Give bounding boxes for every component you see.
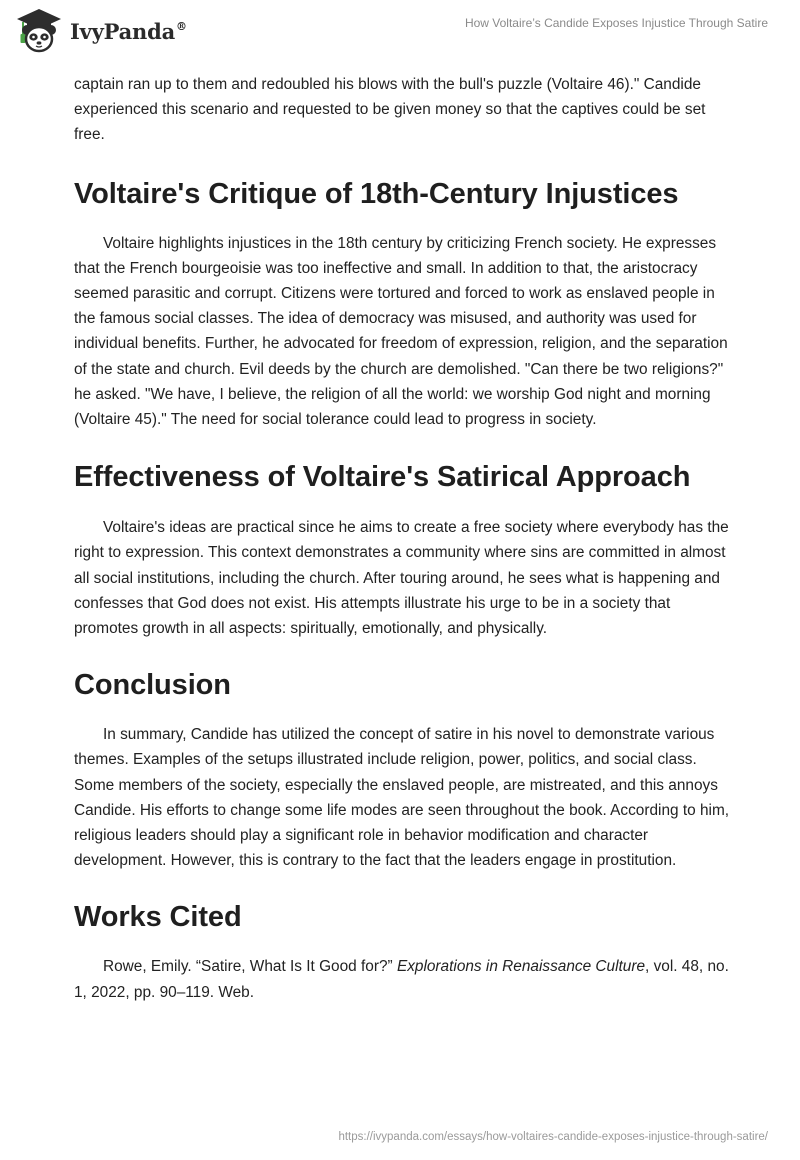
heading-critique: Voltaire's Critique of 18th-Century Injustices <box>74 177 679 210</box>
citation-journal: Explorations in Renaissance Culture <box>396 958 646 976</box>
heading-conclusion: Conclusion <box>74 669 231 702</box>
intro-paragraph: captain ran up to them and redoubled his blows with the bull's puzzle (Voltaire 46)." Candide experienced this scenario and requested to be given money so that the captives could be set free. <box>74 76 706 144</box>
paragraph-critique: Voltaire highlights injustices in the 18th century by criticizing French society. He expresses that the French bourgeoisie was too ineffective and small. In addition to that, the aristocracy seemed parasitic and corrupt. Citizens were tortured and forced to work as enslaved people in the famous social classes. The idea of democracy was misused, and authority was used for individual benefits. Further, he advocated for freedom of expression, religion, and the separation of the state and church. Evil deeds by the church are demolished. "Can there be two religions?" he asked. "We have, I believe, the religion of all the world: we worship God night and morning (Voltaire 45)." The need for social tolerance could lead to progress in society. <box>74 234 728 429</box>
heading-effectiveness: Effectiveness of Voltaire's Satirical Approach <box>74 461 691 494</box>
paragraph-conclusion: In summary, Candide has utilized the concept of satire in his novel to demonstrate various themes. Examples of the setups illustrated include religion, power, politics, and social class. Some members of the society, especially the enslaved people, are mistreated, and this annoys Candide. His efforts to change some life modes are seen throughout the book. According to him, religious leaders should play a significant role in behavior modification and character development. However, this is contrary to the fact that the leaders engage in prostitution. <box>74 726 730 870</box>
page-header <box>0 0 800 70</box>
document-title: How Voltaire’s Candide Exposes Injustice Through Satire <box>464 16 768 30</box>
source-url-link[interactable]: https://ivypanda.com/essays/how-voltaires-candide-exposes-injustice-through-satire/ <box>338 1131 768 1143</box>
essay-body <box>74 72 734 1005</box>
citation-entry <box>74 954 734 1004</box>
paragraph-effectiveness: Voltaire's ideas are practical since he aims to create a free society where everybody has the right to expression. This context demonstrates a community where sins are committed in almost all social institutions, including the church. After touring around, he sees what is happening and confesses that God does not exist. His attempts illustrate his urge to be in a society that promotes growth in all aspects: spiritually, emotionally, and physically. <box>74 519 729 638</box>
panda-graduation-cap-icon <box>14 6 64 54</box>
citation-author-title: Rowe, Emily. “Satire, What Is It Good for?” <box>103 958 397 976</box>
logo-wordmark: IvyPanda® <box>70 18 187 44</box>
citation-details: , vol. 48, no. 1, 2022, pp. 90–119. Web. <box>74 958 729 1001</box>
heading-works-cited: Works Cited <box>74 901 242 934</box>
ivypanda-logo[interactable] <box>14 6 187 54</box>
